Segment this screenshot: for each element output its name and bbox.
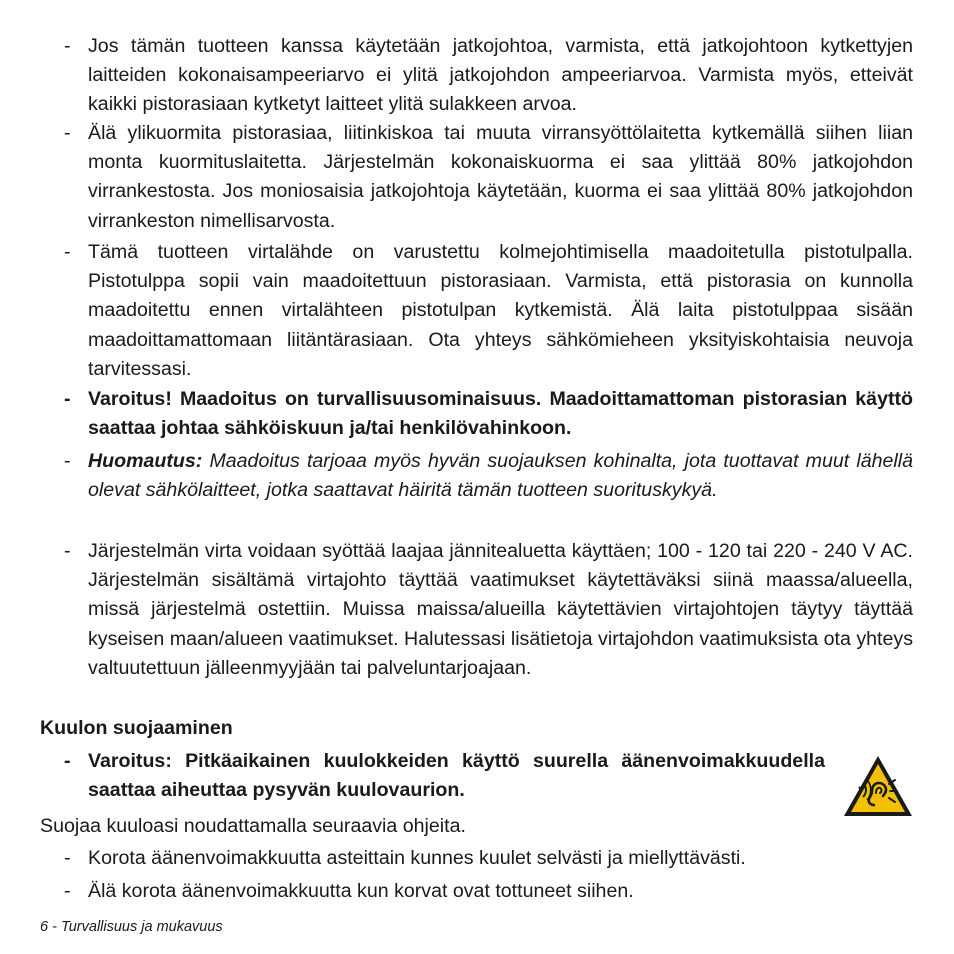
note-item: [64, 447, 913, 505]
list-dash: -: [64, 540, 71, 562]
hearing-warning-icon: [841, 753, 915, 819]
note-label: Huomautus:: [88, 450, 203, 472]
list-item-text: Tämä tuotteen virtalähde on varustettu kolmejohtimisella maadoitetulla pistotulpalla. Pistotulppa sopii vain maadoitettuun pistorasiaan. Varmista, että pistorasia on kunnolla maadoitettu ennen virtalähteen pistotulpan kytkemistä. Älä laita pistotulppaa sisään maadoittamattomaan liitäntärasiaan. Ota yhteys sähkömieheen yksityiskohtaisia neuvoja tarvitessasi.: [88, 241, 913, 380]
list-item: [64, 238, 913, 384]
list-item: [64, 844, 913, 873]
list-item-text: Älä korota äänenvoimakkuutta kun korvat ovat tottuneet siihen.: [88, 880, 634, 902]
list-item-text: Järjestelmän virta voidaan syöttää laajaa jännitealuetta käyttäen; 100 - 120 tai 220 - 240 V AC. Järjestelmän sisältämä virtajohto täyttää vaatimukset käytettäväksi siinä maassa/alueella, missä järjestelmä ostettiin. Muissa maissa/alueilla käytettävien virtajohtojen täytyy täyttää kyseisen maan/alueen vaatimukset. Halutessasi lisätietoja virtajohdon vaatimuksista ota yhteys valtuutettuun jälleenmyyjään tai palveluntarjoajaan.: [88, 540, 913, 679]
list-dash: -: [64, 847, 71, 869]
list-item-text: Korota äänenvoimakkuutta asteittain kunnes kuulet selvästi ja miellyttävästi.: [88, 847, 746, 869]
note-text: Maadoitus tarjoaa myös hyvän suojauksen kohinalta, jota tuottavat muut lähellä olevat sähkölaitteet, jotka saattavat häiritä tämän tuotteen suorituskykyä.: [88, 450, 913, 502]
page-footer: 6 - Turvallisuus ja mukavuus: [40, 919, 223, 935]
intro-text: Suojaa kuuloasi noudattamalla seuraavia ohjeita.: [40, 815, 466, 837]
list-item: [64, 119, 913, 236]
list-item: [64, 877, 913, 906]
hearing-warning-text: Varoitus: Pitkäaikainen kuulokkeiden käyttö suurella äänenvoimakkuudella saattaa aiheuttaa pysyvän kuulovaurion.: [88, 750, 825, 802]
hearing-warning-item: [64, 747, 825, 805]
list-dash: -: [64, 450, 71, 472]
list-item: [64, 32, 913, 120]
section-heading: Kuulon suojaaminen: [40, 717, 233, 739]
list-dash: -: [64, 122, 71, 144]
list-item-text: Älä ylikuormita pistorasiaa, liitinkiskoa tai muuta virransyöttölaitetta kytkemällä siihen liian monta kuormituslaitetta. Järjestelmän kokonaiskuorma ei saa ylittää 80% jatkojohdon virrankestosta. Jos moniosaisia jatkojohtoja käytetään, kuorma ei saa ylittää 80% jatkojohdon virrankeston nimellisarvosta.: [88, 122, 913, 232]
list-item-text: Jos tämän tuotteen kanssa käytetään jatkojohtoa, varmista, että jatkojohtoon kytkettyjen laitteiden kokonaisampeeriarvo ei ylitä jatkojohdon ampeeriarvoa. Varmista myös, etteivät kaikki pistorasiaan kytketyt laitteet ylitä sulakkeen arvoa.: [88, 35, 913, 116]
list-dash: -: [64, 388, 71, 410]
list-dash: -: [64, 750, 71, 772]
warning-item: [64, 385, 913, 443]
list-dash: -: [64, 241, 71, 263]
list-dash: -: [64, 880, 71, 902]
warning-text: Varoitus! Maadoitus on turvallisuusominaisuus. Maadoittamattoman pistorasian käyttö saattaa johtaa sähköiskuun ja/tai henkilövahinkoon.: [88, 388, 913, 440]
list-item: [64, 537, 913, 683]
list-dash: -: [64, 35, 71, 57]
